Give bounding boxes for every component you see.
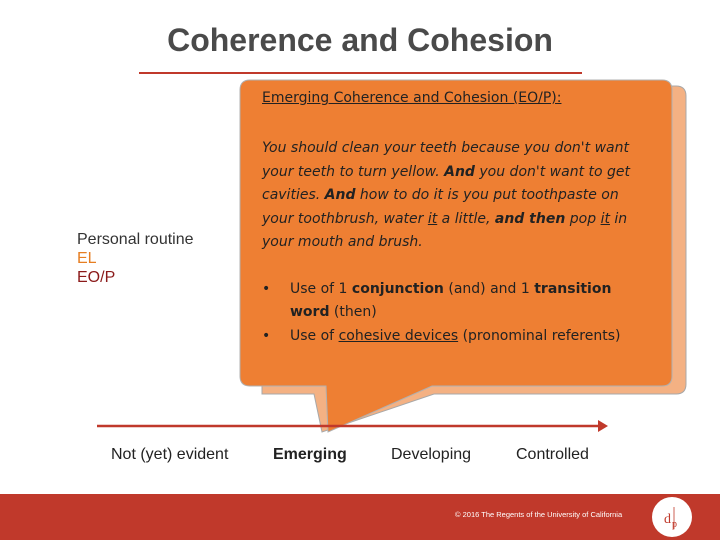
scale-label-developing: Developing [391,446,472,463]
eop-label: EO/P [77,269,116,286]
university-logo-icon [652,497,692,537]
svg-text:d: d [664,512,671,527]
scale-label-not-yet-evident: Not (yet) evident [111,446,229,463]
scale-label-controlled: Controlled [516,446,589,463]
personal-routine-label: Personal routine [77,231,194,248]
footer-bar [0,494,720,540]
callout-example-text: You should clean your teeth because you don't want your teeth to turn yellow. And you don't want to get cavities. And how to do it is you put toothpaste on your toothbrush, water it a little, and then pop it in your mouth and brush. [262,140,631,250]
copyright-text: © 2016 The Regents of the University of California [455,510,623,519]
bullet-dot: • [262,280,271,297]
svg-text:p: p [672,519,677,530]
bullet-dot: • [262,327,271,344]
bullet-conjunction: • Use of 1 conjunction (and) and 1 transition word (then) [262,278,650,325]
scale-label-emerging: Emerging [273,446,347,463]
callout-content [262,89,652,348]
scale-axis-arrowhead [598,420,608,432]
callout-heading: Emerging Coherence and Cohesion (EO/P): [262,90,562,106]
el-label: EL [77,250,97,267]
callout-bullet-list [262,278,652,349]
slide-title: Coherence and Cohesion [167,22,553,58]
bullet-cohesive-devices: • Use of cohesive devices (pronominal referents) [262,325,650,349]
